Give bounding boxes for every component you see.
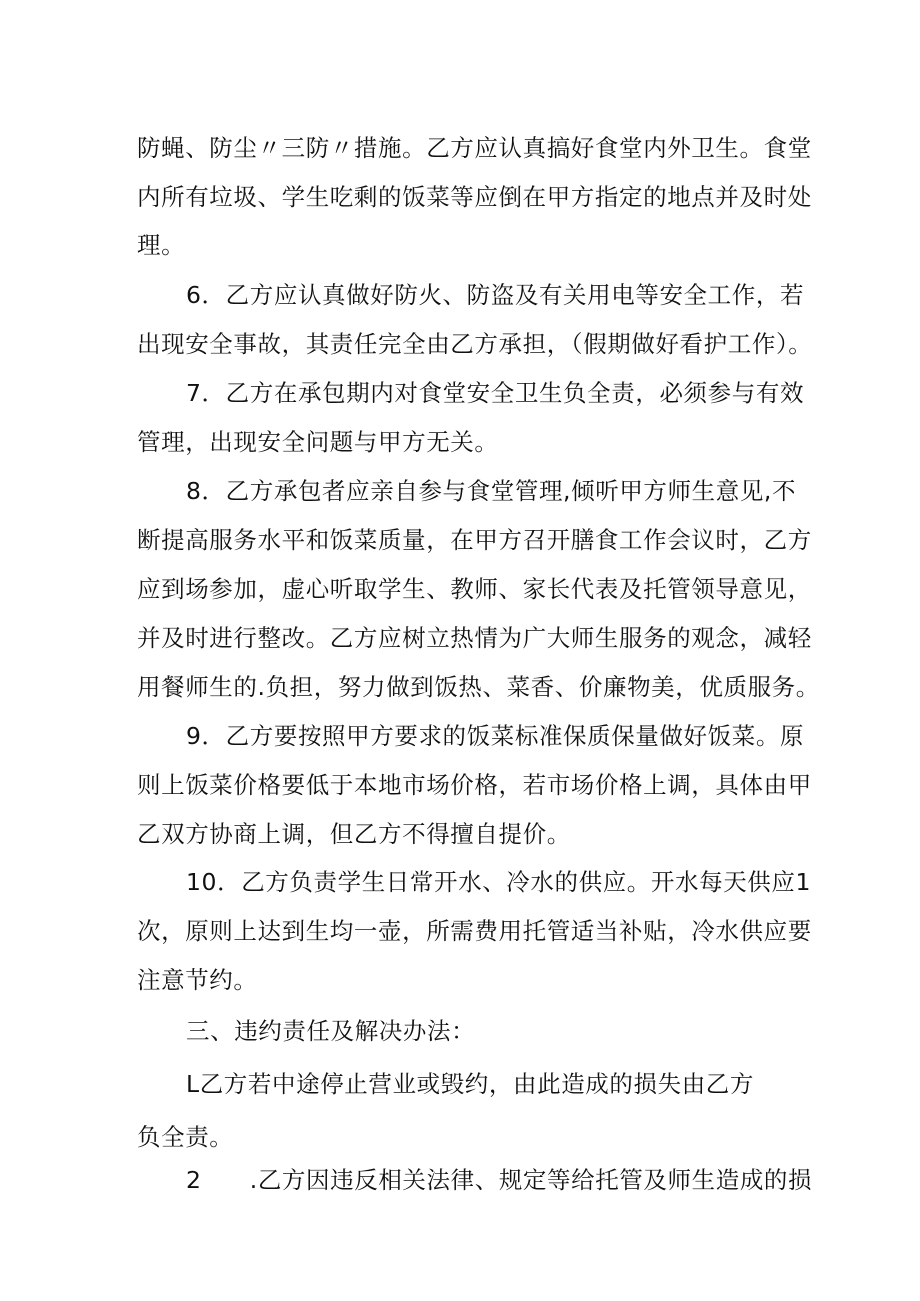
clause-8-line: 8．乙方承包者应亲自参与食堂管理,倾听甲方师生意见,不 [186, 477, 797, 505]
text-line: 次，原则上达到生均一壶，所需费用托管适当补贴，冷水供应要 [137, 917, 812, 945]
text-line: 注意节约。 [137, 966, 258, 994]
text-line: 负全责。 [137, 1123, 234, 1151]
text-line: 用餐师生的.负担，努力做到饭热、菜香、价廉物美，优质服务。 [137, 673, 820, 701]
text-line: 管理，出现安全问题与甲方无关。 [137, 428, 499, 456]
text-line: 乙双方协商上调，但乙方不得擅自提价。 [137, 820, 571, 848]
text-line: 应到场参加，虚心听取学生、教师、家长代表及托管领导意见， [137, 575, 812, 603]
text-line: 防蝇、防尘〃三防〃措施。乙方应认真搞好食堂内外卫生。食堂 [137, 134, 812, 162]
clause-6-line: 6．乙方应认真做好防火、防盗及有关用电等安全工作，若 [186, 281, 805, 309]
clause-1-line: L乙方若中途停止营业或毁约，由此造成的损失由乙方 [186, 1070, 754, 1098]
clause-10-line: 10．乙方负责学生日常开水、冷水的供应。开水每天供应1 [186, 868, 812, 896]
text-line: 出现安全事故，其责任完全由乙方承担，（假期做好看护工作）。 [137, 330, 813, 358]
text-line: 内所有垃圾、学生吃剩的饭菜等应倒在甲方指定的地点并及时处 [137, 183, 812, 211]
text-line: 理。 [137, 231, 186, 259]
clause-9-line: 9．乙方要按照甲方要求的饭菜标准保质保量做好饭菜。原 [186, 722, 805, 750]
section-heading: 三、违约责任及解决办法： [186, 1017, 476, 1045]
text-line: 断提高服务水平和饭菜质量，在甲方召开膳食工作会议时，乙方 [137, 526, 812, 554]
text-line: 并及时进行整改。乙方应树立热情为广大师生服务的观念，减轻 [137, 624, 812, 652]
clause-7-line: 7．乙方在承包期内对食堂安全卫生负全责，必须参与有效 [186, 379, 805, 407]
clause-2-line: 2 .乙方因违反相关法律、规定等给托管及师生造成的损 [186, 1166, 813, 1194]
text-line: 则上饭菜价格要低于本地市场价格，若市场价格上调，具体由甲 [137, 771, 812, 799]
